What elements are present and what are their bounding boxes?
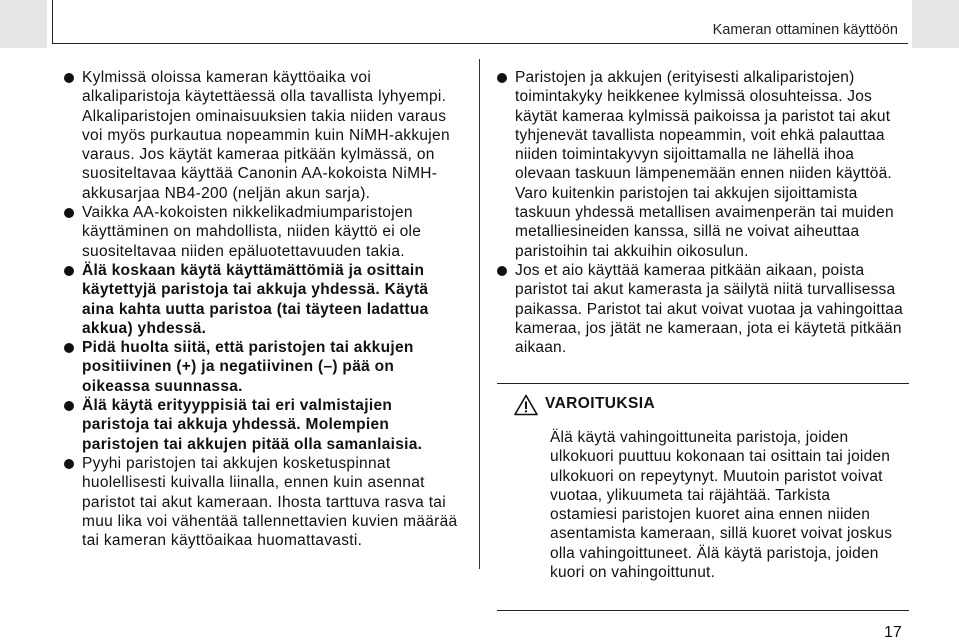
warning-top-rule xyxy=(497,383,909,384)
list-item xyxy=(64,261,462,338)
page-number: 17 xyxy=(884,624,902,641)
column-divider xyxy=(479,59,480,569)
list-item-text: Paristojen ja akkujen (erityisesti alkaliparistojen) toimintakyky heikkenee kylmissä olosuhteissa. Jos käytät kameraa kylmissä paikoissa ja paristot tai akut tyhjenevät tavallista nopeammin, voit ehkä palauttaa niiden toimintakyvyn sijoittamalla ne lähellä ihoa olevaan taskuun lämpenemään ennen niiden käyttöä. Varo kuitenkin paristojen tai akkujen sijoittamista taskuun yhdessä metallisen avaimenperän tai muiden metalliesineiden kanssa, sillä ne voivat aiheuttaa paristoihin tai akkuihin oikosulun. xyxy=(515,69,894,260)
warning-bottom-rule xyxy=(497,610,909,611)
list-item xyxy=(64,203,462,261)
page-corner-tab-right xyxy=(912,0,959,48)
page-corner-tab-left xyxy=(0,0,47,48)
bullet-icon xyxy=(64,73,74,83)
list-item-text: Pyyhi paristojen tai akkujen kosketuspinnat huolellisesti kuivalla liinalla, ennen kuin asennat paristot tai akut kameraan. Ihosta tarttuva rasva tai muu lika voi vähentää tallennettavien kuvien määrää tai kameran käyttöaikaa huomattavasti. xyxy=(82,454,458,550)
list-item xyxy=(497,68,909,261)
warning-title: VAROITUKSIA xyxy=(545,395,656,412)
bullet-icon xyxy=(64,343,74,353)
bullet-icon xyxy=(64,401,74,411)
list-item-text: Vaikka AA-kokoisten nikkelikadmiumparistojen käyttäminen on mahdollista, niiden käyttö ei ole suositeltavaa niiden epäluotettavuuden takia. xyxy=(82,204,422,260)
list-item xyxy=(64,454,462,550)
list-item xyxy=(64,396,462,454)
list-item-text: Älä käytä erityyppisiä tai eri valmistajien paristoja tai akkuja yhdessä. Molempien paristojen tai akkujen pitää olla samanlaisia. xyxy=(82,397,423,453)
list-item xyxy=(497,261,909,357)
list-item-text: Älä koskaan käytä käyttämättömiä ja osittain käytettyjä paristoja tai akkuja yhdessä. Käytä aina kahta uutta paristoa (tai täyteen ladattua akkua) yhdessä. xyxy=(82,261,429,337)
left-column xyxy=(64,68,462,550)
section-title: Kameran ottaminen käyttöön xyxy=(712,22,898,38)
list-item xyxy=(64,338,462,396)
bullet-icon xyxy=(64,459,74,469)
warning-triangle-icon xyxy=(514,394,538,416)
warning-box xyxy=(497,383,909,611)
list-item-text: Jos et aio käyttää kameraa pitkään aikaan, poista paristot tai akut kamerasta ja säilytä niitä turvallisessa paikassa. Paristot tai akut voivat vuotaa ja vahingoittaa kameraa, jos jätät ne kameraan, jota ei käytetä pitkään aikaan. xyxy=(515,261,903,357)
bullet-icon xyxy=(64,266,74,276)
page-header xyxy=(52,0,908,44)
list-item-text: Pidä huolta siitä, että paristojen tai akkujen positiivinen (+) ja negatiivinen (–) pää on oikeassa suunnassa. xyxy=(82,339,414,395)
right-column xyxy=(497,68,909,357)
warning-body: Älä käytä vahingoittuneita paristoja, joiden ulkokuori puuttuu kokonaan tai osittain tai joiden ulkokuori on repeytynyt. Muutoin paristot voivat vuotaa, ylikuumeta tai räjähtää. Tarkista ostamiesi paristojen kuoret aina ennen niiden asentamista kameraan, sillä kuoret voivat joskus olla vahingoittuneet. Älä käytä paristoja, joiden kuori on vahingoittunut. xyxy=(550,429,893,582)
list-item-text: Kylmissä oloissa kameran käyttöaika voi alkaliparistoja käytettäessä olla tavallista lyhyempi. Alkaliparistojen ominaisuuksien takia niiden varaus voi myös purkautua nopeammin kuin NiMH-akkujen varaus. Jos käytät kameraa pitkään kylmässä, on suositeltavaa käyttää Canonin AA-kokoista NiMH-akkusarjaa NB4-200 (neljän akun sarja). xyxy=(82,69,450,202)
bullet-icon xyxy=(497,73,507,83)
bullet-icon xyxy=(497,266,507,276)
list-item xyxy=(64,68,462,203)
bullet-icon xyxy=(64,208,74,218)
